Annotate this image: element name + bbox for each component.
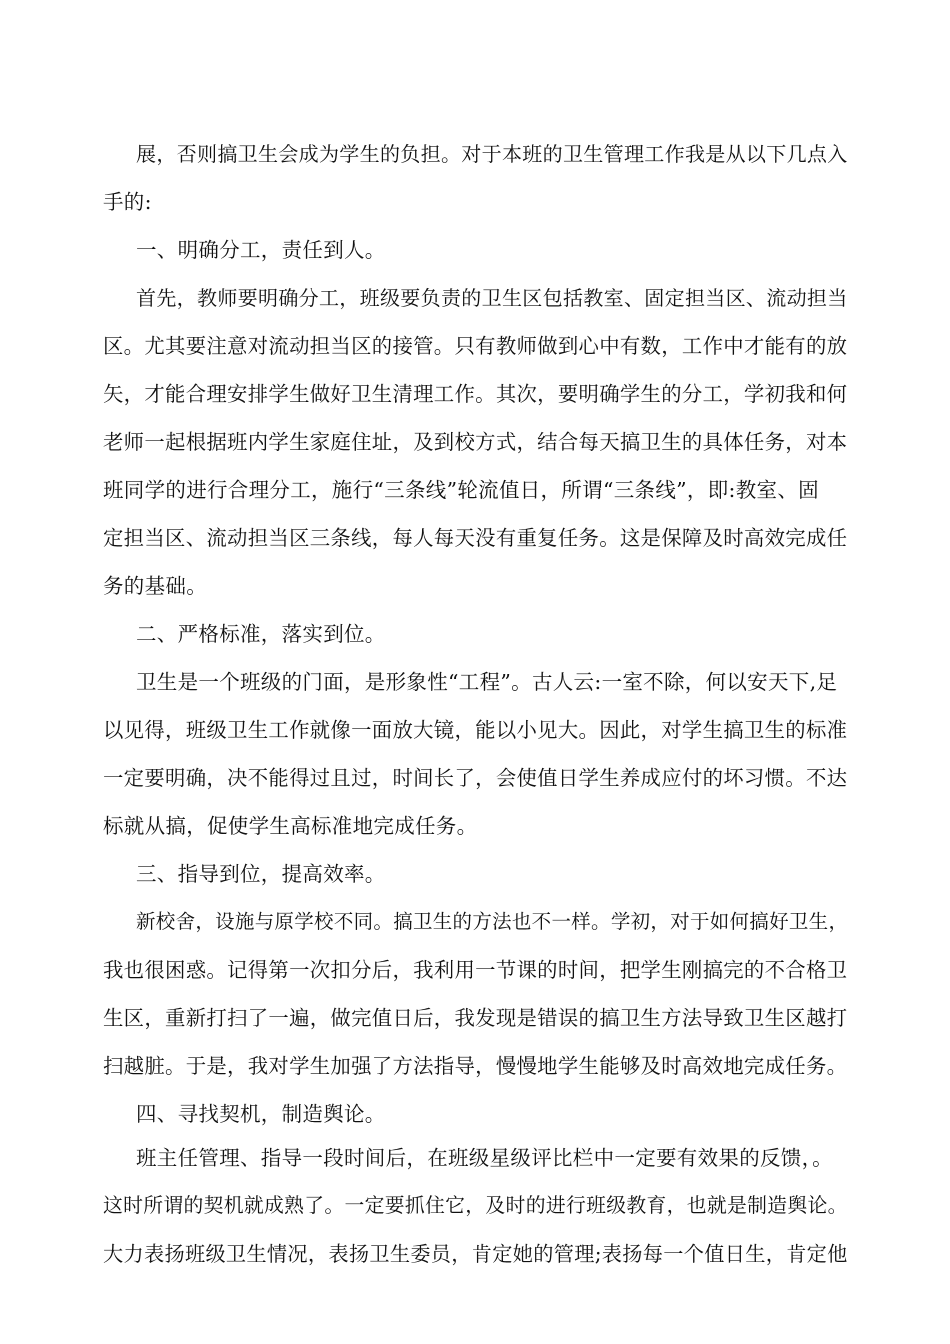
- text-line: 手的:: [103, 190, 152, 214]
- text-line: 我也很困惑。记得第一次扣分后，我利用一节课的时间，把学生刚搞完的不合格卫: [103, 958, 848, 982]
- text-line: 一定要明确，决不能得过且过，时间长了，会使值日学生养成应付的坏习惯。不达: [103, 766, 848, 790]
- section-heading: 四、寻找契机，制造舆论。: [136, 1102, 386, 1126]
- text-line: 以见得，班级卫生工作就像一面放大镜，能以小见大。因此，对学生搞卫生的标准: [103, 718, 848, 742]
- text-line: 区。尤其要注意对流动担当区的接管。只有教师做到心中有数，工作中才能有的放: [103, 334, 848, 358]
- text-line: 新校舍，设施与原学校不同。搞卫生的方法也不一样。学初，对于如何搞好卫生，: [136, 910, 849, 933]
- text-line: 卫生是一个班级的门面，是形象性“工程”。古人云:一室不除，何以安天下,足: [136, 670, 838, 694]
- text-line: 展，否则搞卫生会成为学生的负担。对于本班的卫生管理工作我是从以下几点入: [136, 142, 848, 166]
- text-line: 班同学的进行合理分工，施行“三条线”轮流值日，所谓“三条线”，即:教室、固: [103, 478, 819, 502]
- text-line: 老师一起根据班内学生家庭住址，及到校方式，结合每天搞卫生的具体任务，对本: [103, 430, 848, 454]
- text-line: 大力表扬班级卫生情况，表扬卫生委员，肯定她的管理;表扬每一个值日生，肯定他: [103, 1242, 848, 1266]
- text-line: 扫越脏。于是，我对学生加强了方法指导，慢慢地学生能够及时高效地完成任务。: [103, 1054, 848, 1078]
- text-line: 务的基础。: [103, 574, 207, 598]
- section-heading: 二、严格标准，落实到位。: [136, 622, 386, 646]
- text-line: 这时所谓的契机就成熟了。一定要抓住它，及时的进行班级教育，也就是制造舆论。: [103, 1194, 848, 1217]
- text-line: 矢，才能合理安排学生做好卫生清理工作。其次，要明确学生的分工，学初我和何: [103, 382, 848, 406]
- section-heading: 三、指导到位，提高效率。: [136, 862, 386, 886]
- text-line: 标就从搞，促使学生高标准地完成任务。: [103, 814, 478, 838]
- text-line: 首先，教师要明确分工，班级要负责的卫生区包括教室、固定担当区、流动担当: [136, 286, 848, 310]
- text-line: 生区，重新打扫了一遍，做完值日后，我发现是错误的搞卫生方法导致卫生区越打: [103, 1006, 848, 1030]
- text-line: 班主任管理、指导一段时间后，在班级星级评比栏中一定要有效果的反馈，。: [136, 1146, 833, 1170]
- section-heading: 一、明确分工，责任到人。: [136, 238, 386, 262]
- text-line: 定担当区、流动担当区三条线，每人每天没有重复任务。这是保障及时高效完成任: [103, 526, 848, 550]
